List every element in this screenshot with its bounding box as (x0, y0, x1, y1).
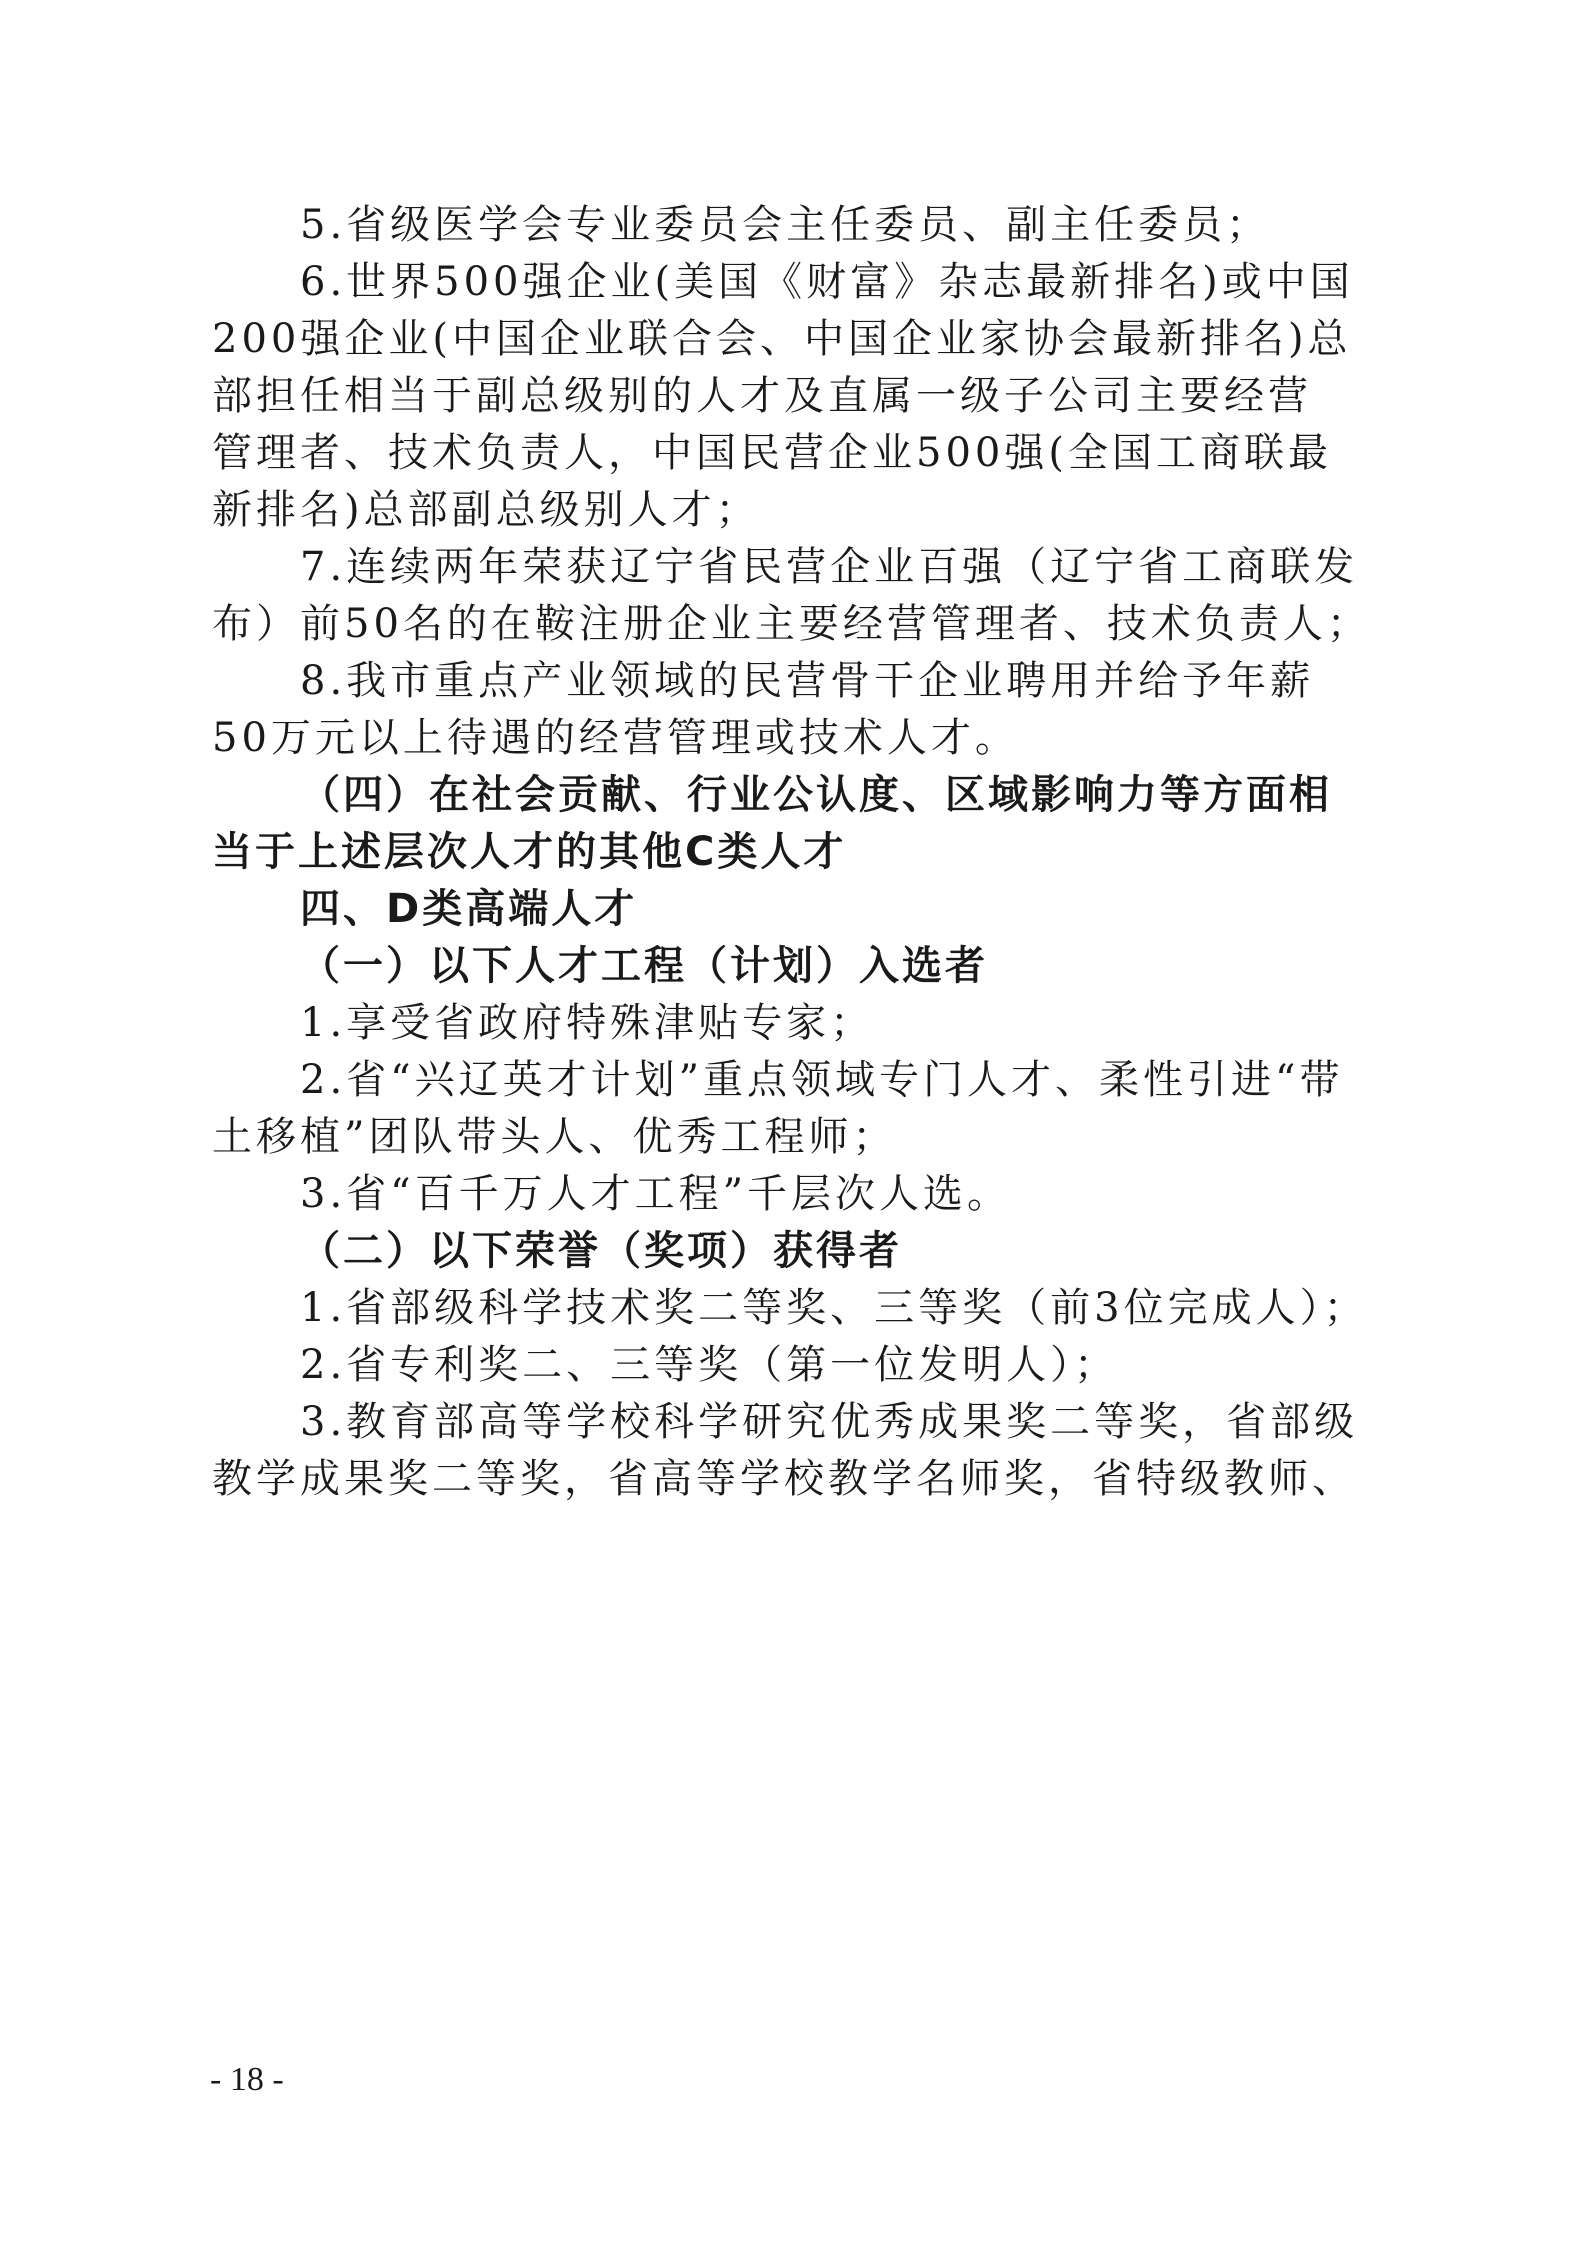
text-line: 7.连续两年荣获辽宁省民营企业百强（辽宁省工商联发 (300, 544, 1359, 590)
text-line: 管理者、技术负责人，中国民营企业500强(全国工商联最 (212, 430, 1332, 476)
text-line: 6.世界500强企业(美国《财富》杂志最新排名)或中国 (300, 259, 1354, 305)
text-line: 教学成果奖二等奖，省高等学校教学名师奖，省特级教师、 (212, 1456, 1356, 1502)
section-heading: 四、D类高端人才 (300, 886, 638, 932)
page-number: - 18 - (210, 2061, 284, 2098)
text-line: 1.省部级科学技术奖二等奖、三等奖（前3位完成人）； (300, 1285, 1368, 1331)
text-line: 200强企业(中国企业联合会、中国企业家协会最新排名)总 (212, 316, 1352, 362)
text-line: 8.我市重点产业领域的民营骨干企业聘用并给予年薪 (300, 658, 1315, 704)
section-subheading: 当于上述层次人才的其他C类人才 (212, 829, 847, 875)
section-subheading: （四）在社会贡献、行业公认度、区域影响力等方面相 (300, 772, 1332, 818)
text-line: 新排名)总部副总级别人才； (212, 487, 760, 533)
text-line: 土移植”团队带头人、优秀工程师； (212, 1114, 897, 1160)
text-line: 3.教育部高等学校科学研究优秀成果奖二等奖，省部级 (300, 1399, 1359, 1445)
text-line: 5.省级医学会专业委员会主任委员、副主任委员； (300, 202, 1271, 248)
section-subheading: （一）以下人才工程（计划）入选者 (300, 943, 988, 989)
text-line: 2.省专利奖二、三等奖（第一位发明人）； (300, 1342, 1119, 1388)
text-line: 1.享受省政府特殊津贴专家； (300, 1000, 875, 1046)
text-line: 3.省“百千万人才工程”千层次人选。 (300, 1171, 1012, 1217)
text-line: 2.省“兴辽英才计划”重点领域专门人才、柔性引进“带 (300, 1057, 1344, 1103)
text-line: 50万元以上待遇的经营管理或技术人才。 (212, 715, 1019, 761)
text-line: 布）前50名的在鞍注册企业主要经营管理者、技术负责人； (212, 601, 1371, 647)
section-subheading: （二）以下荣誉（奖项）获得者 (300, 1228, 902, 1274)
text-line: 部担任相当于副总级别的人才及直属一级子公司主要经营 (212, 373, 1312, 419)
